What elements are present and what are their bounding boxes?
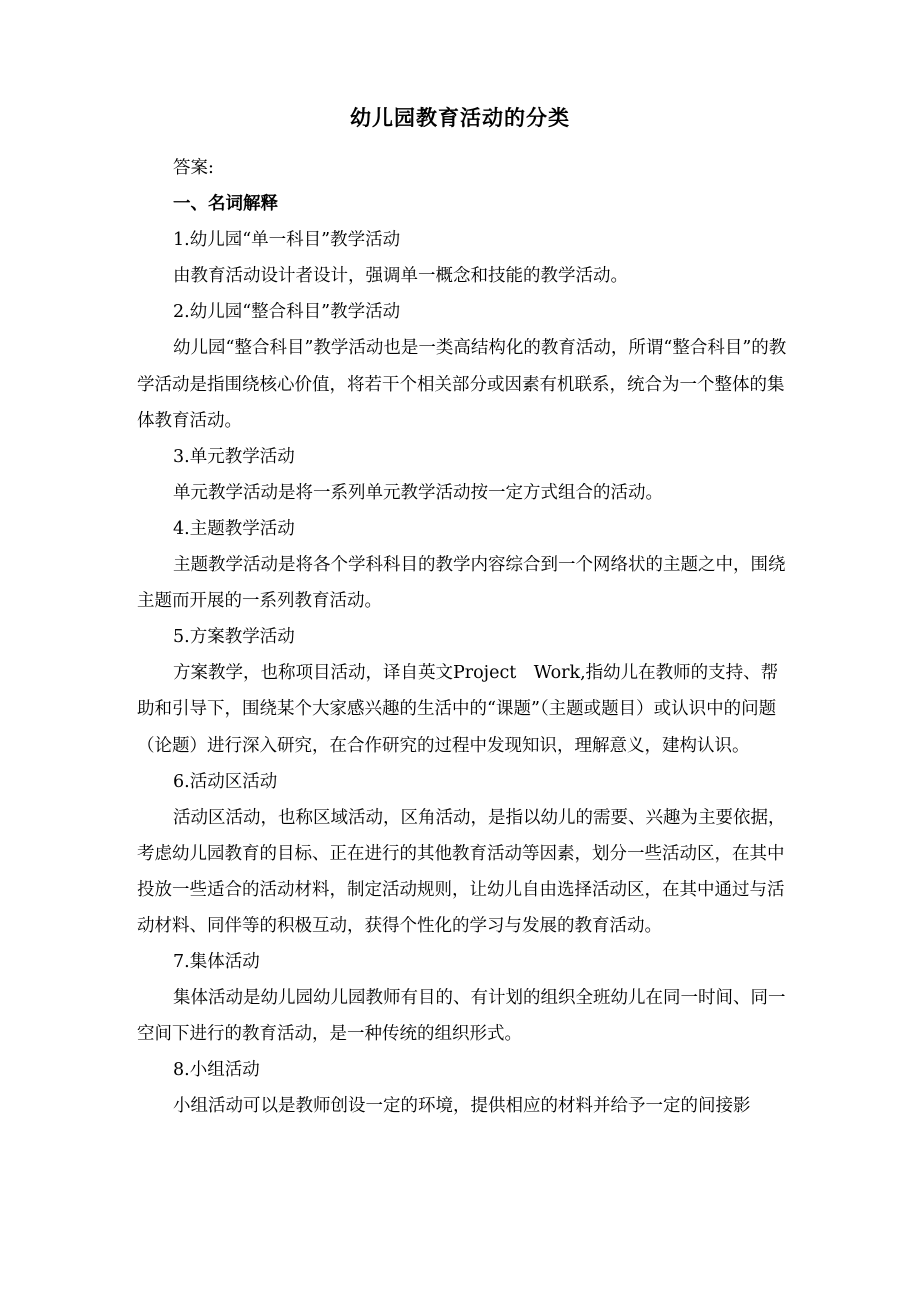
answer-label: 答案: [173, 158, 214, 178]
term-heading: 3.单元教学活动 [173, 446, 295, 467]
page-title: 幼儿园教育活动的分类 [350, 106, 570, 130]
term-heading: 4.主题教学活动 [173, 518, 295, 539]
term-heading: 6.活动区活动 [173, 771, 278, 792]
term-heading: 5.方案教学活动 [173, 627, 295, 648]
term-definition: 单元教学活动是将一系列单元教学活动按一定方式组合的活动。 [173, 482, 663, 503]
term-definition: 方案教学，也称项目活动，译自英文Project Work,指幼儿在教师的支持、帮助和引导下，围绕某个大家感兴趣的生活中的“课题”（主题或题目）或认识中的问题（论题）进行深入研究，在合作研究的过程中发现知识，理解意义，建构认识。 [137, 663, 779, 756]
term-definition: 由教育活动设计者设计，强调单一概念和技能的教学活动。 [173, 266, 628, 287]
term-heading: 8.小组活动 [173, 1060, 260, 1081]
section-heading: 一、名词解释 [173, 194, 278, 215]
term-heading: 1.幼儿园“单一科目”教学活动 [173, 230, 401, 251]
term-definition: 幼儿园“整合科目”教学活动也是一类高结构化的教育活动，所谓“整合科目”的教学活动是指围绕核心价值，将若干个相关部分或因素有机联系，统合为一个整体的集体教育活动。 [137, 338, 787, 431]
term-definition: 集体活动是幼儿园幼儿园教师有目的、有计划的组织全班幼儿在同一时间、同一空间下进行的教育活动，是一种传统的组织形式。 [137, 988, 786, 1045]
term-heading: 7.集体活动 [173, 952, 260, 973]
document-body [137, 150, 793, 1125]
term-heading: 2.幼儿园“整合科目”教学活动 [173, 302, 401, 323]
term-definition: 小组活动可以是教师创设一定的环境，提供相应的材料并给予一定的间接影 [173, 1096, 751, 1117]
term-definition: 活动区活动，也称区域活动，区角活动，是指以幼儿的需要、兴趣为主要依据，考虑幼儿园教育的目标、正在进行的其他教育活动等因素，划分一些活动区，在其中投放一些适合的活动材料，制定活动规则，让幼儿自由选择活动区，在其中通过与活动材料、同伴等的积极互动，获得个性化的学习与发展的教育活动。 [137, 807, 786, 936]
term-definition: 主题教学活动是将各个学科科目的教学内容综合到一个网络状的主题之中，围绕主题而开展的一系列教育活动。 [137, 555, 786, 612]
